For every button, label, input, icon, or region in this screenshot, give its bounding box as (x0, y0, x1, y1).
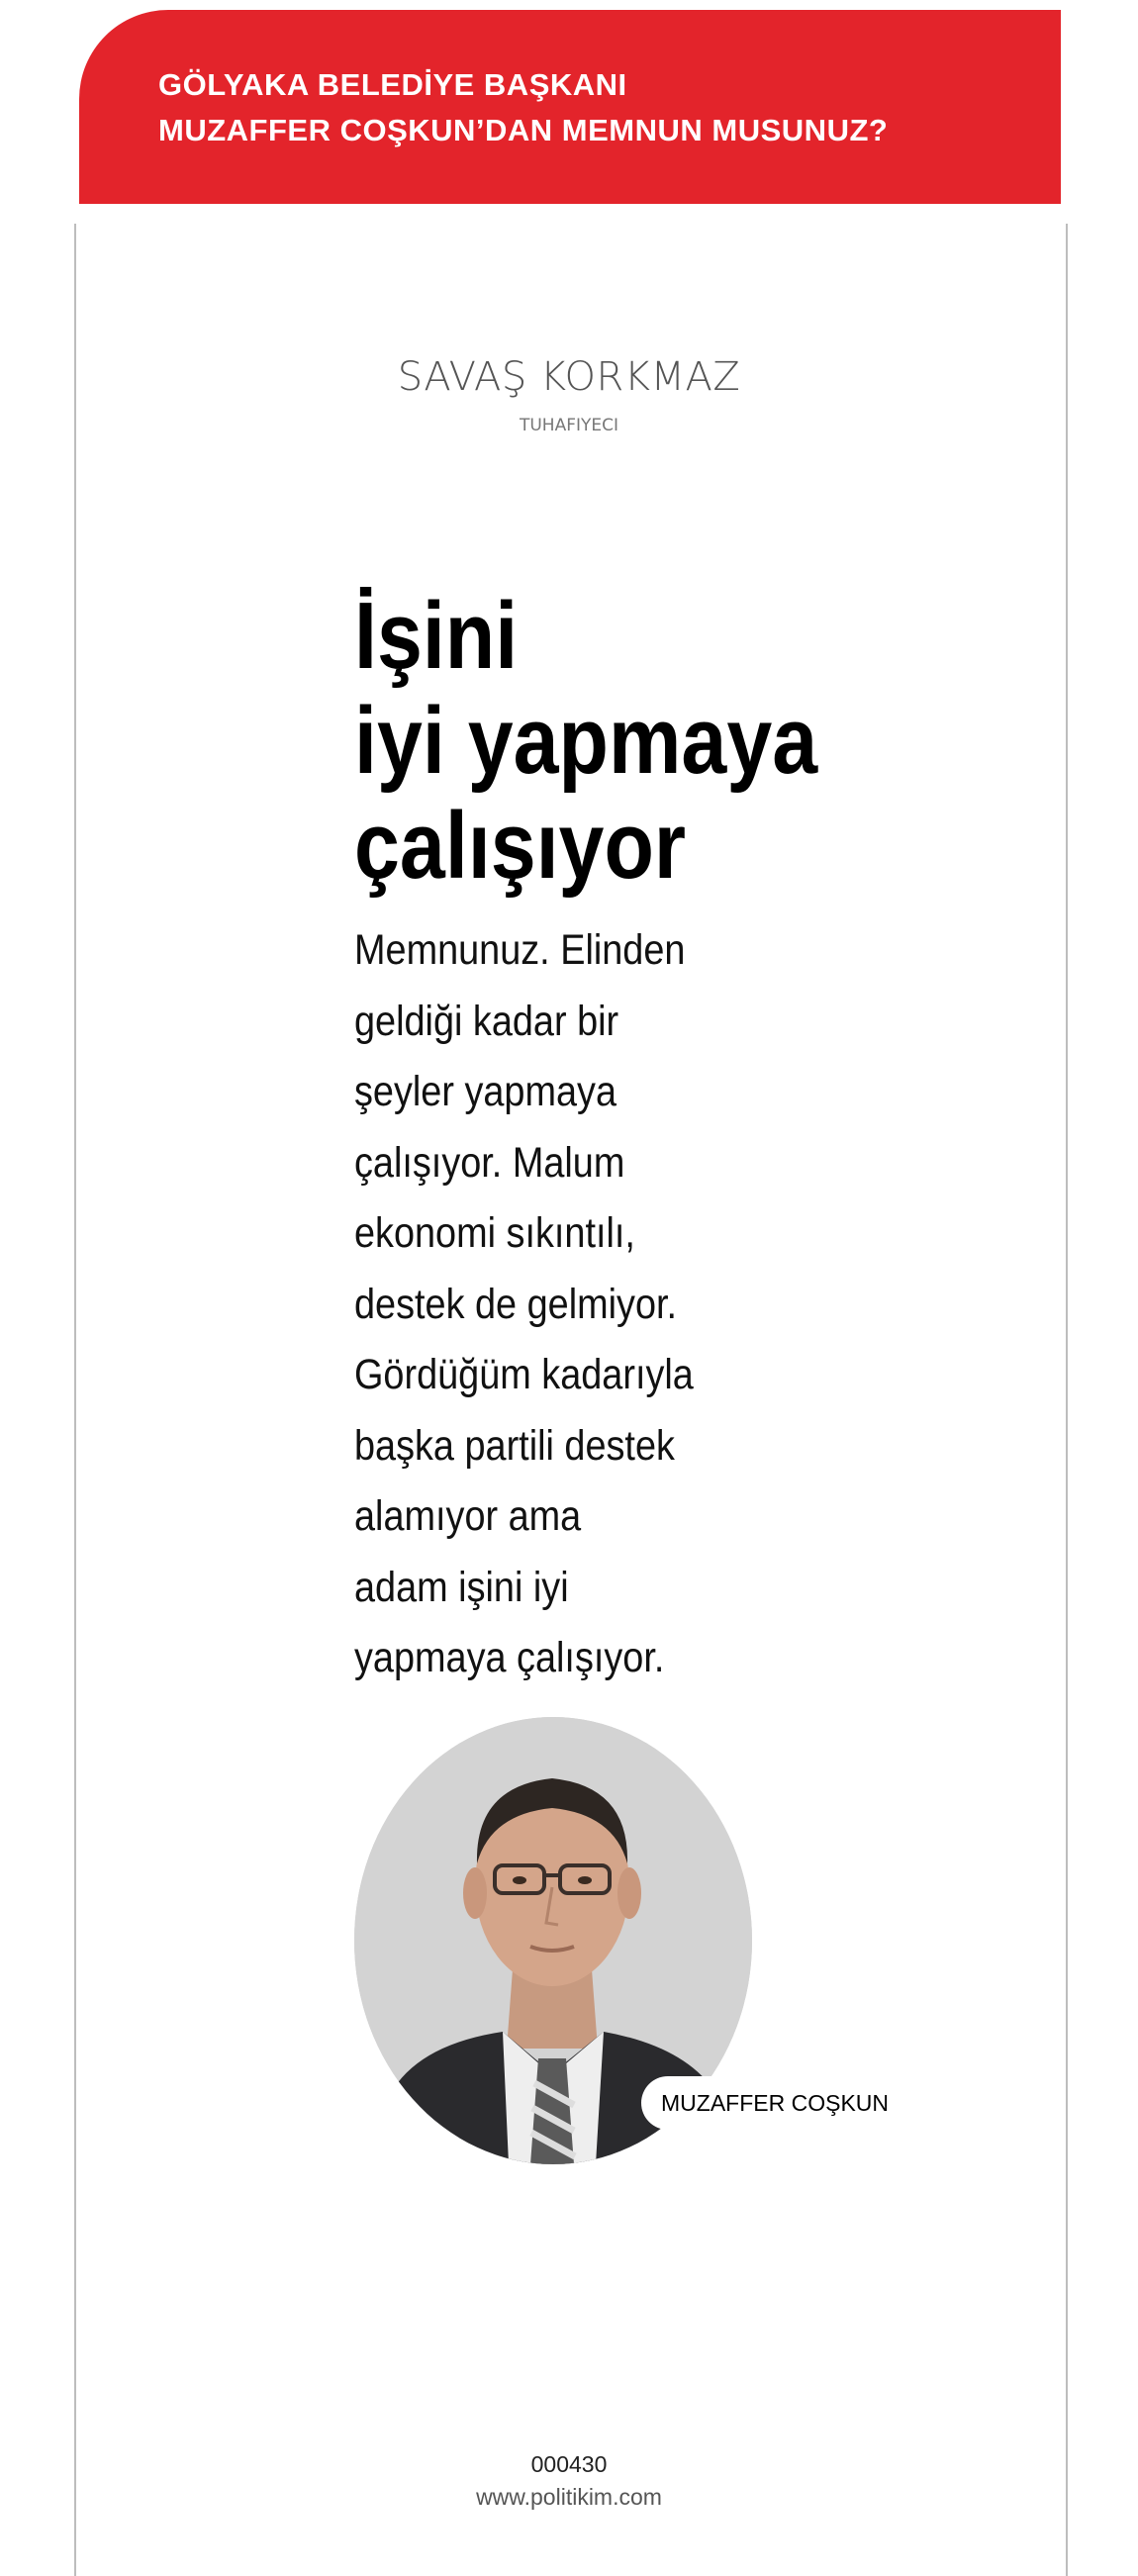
headline-line: çalışıyor (354, 793, 687, 899)
quote-line: başka partili destek (354, 1421, 675, 1470)
quote-line: ekonomi sıkıntılı, (354, 1209, 635, 1257)
frame-right-border (1066, 224, 1068, 2576)
respondent-name: SAVAŞ KORKMAZ (397, 354, 741, 400)
reference-code: 000430 (530, 2451, 608, 2477)
header-title-line-2: MUZAFFER COŞKUN’DAN MEMNUN MUSUNUZ? (158, 113, 889, 147)
headline-line: iyi yapmaya (354, 688, 818, 794)
quote-line: şeyler yapmaya (354, 1068, 617, 1115)
headline (354, 584, 817, 899)
quote-line: yapmaya çalışıyor. (354, 1634, 665, 1681)
header-title-line-1: GÖLYAKA BELEDİYE BAŞKANI (158, 67, 627, 102)
respondent-occupation: TUHAFIYECI (519, 416, 619, 435)
website-url: www.politikim.com (476, 2484, 662, 2510)
quote-line: çalışıyor. Malum (354, 1138, 625, 1187)
quote-line: geldiği kadar bir (354, 997, 619, 1045)
header-banner (79, 10, 1061, 204)
quote-line: Gördüğüm kadarıyla (354, 1351, 694, 1398)
headline-line: İşini (354, 583, 519, 689)
quote-line: alamıyor ama (354, 1492, 582, 1540)
quote-line: adam işini iyi (354, 1563, 569, 1611)
frame-left-border (74, 224, 76, 2576)
portrait-caption: MUZAFFER COŞKUN (641, 2076, 912, 2130)
quote-line: Memnunuz. Elinden (354, 926, 686, 974)
quote-line: destek de gelmiyor. (354, 1280, 678, 1328)
quote-body (354, 915, 694, 1694)
